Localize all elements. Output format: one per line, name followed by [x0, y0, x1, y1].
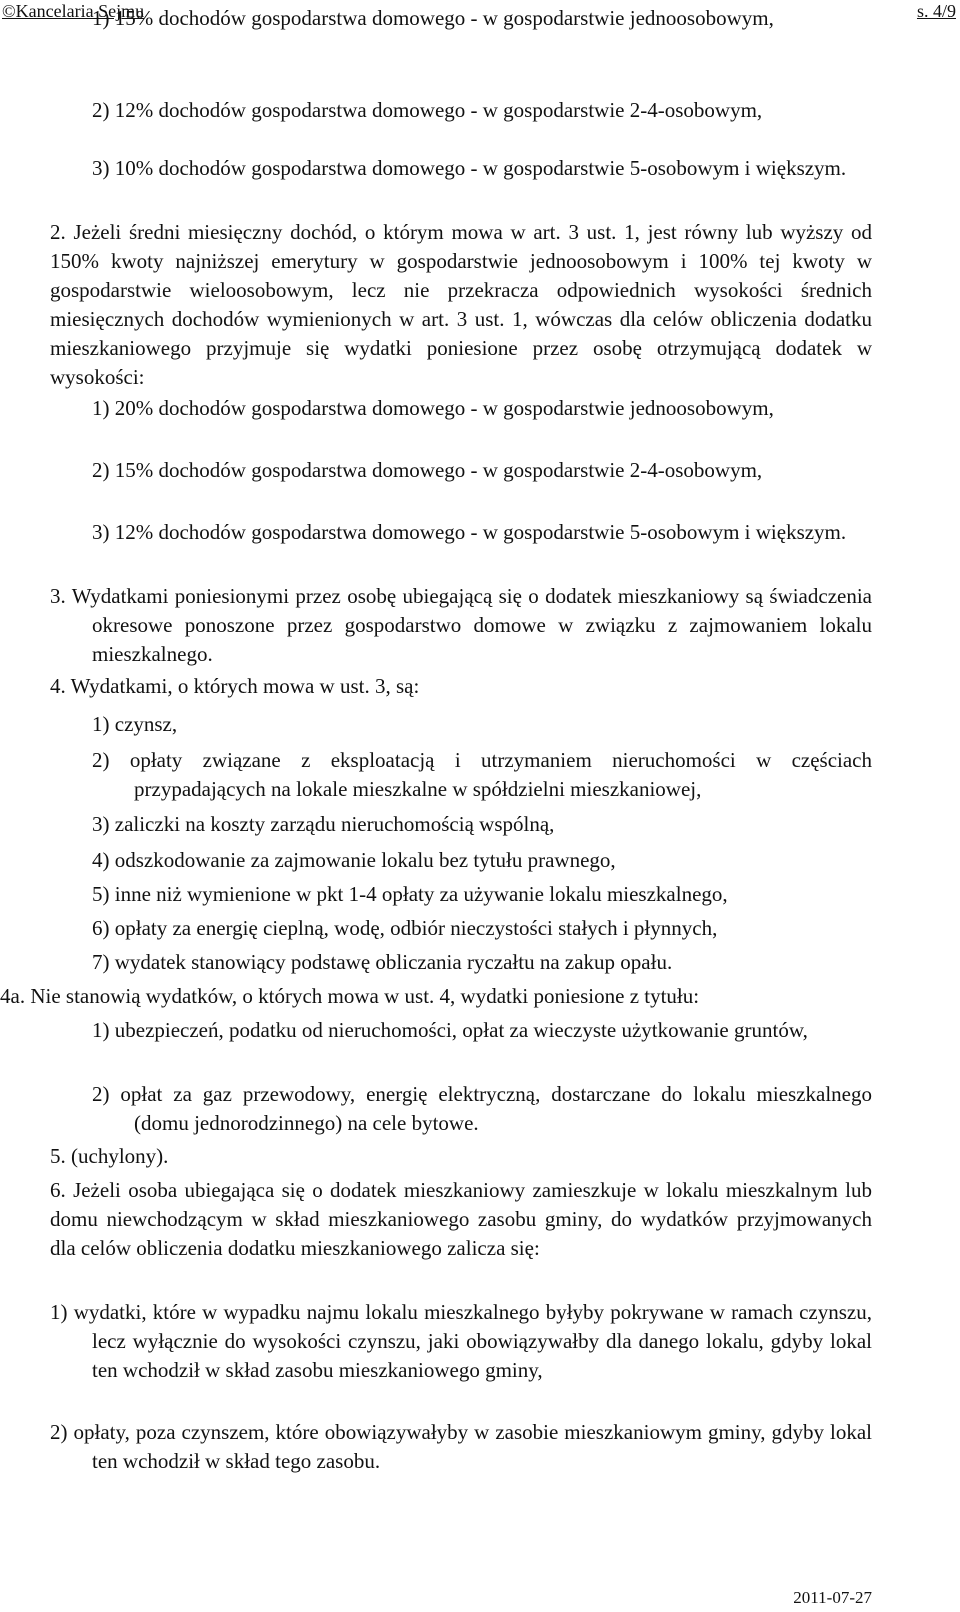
list-item: 1) 15% dochodów gospodarstwa domowego - w gospodarstwie jednoosobowym, [92, 6, 774, 30]
list-item: 2) opłaty, poza czynszem, które obowiązywałyby w zasobie mieszkaniowym gminy, gdyby lokal ten wchodził w skład tego zasobu. [50, 1420, 872, 1473]
list-item: 2) 15% dochodów gospodarstwa domowego - w gospodarstwie 2-4-osobowym, [92, 458, 763, 482]
list-item: 1) czynsz, [92, 712, 178, 736]
list-item: 5) inne niż wymienione w pkt 1-4 opłaty za używanie lokalu mieszkalnego, [92, 882, 728, 906]
footer-date: 2011-07-27 [793, 1588, 872, 1607]
list-item: 2) opłat za gaz przewodowy, energię elektryczną, dostarczane do lokalu mieszkalnego (domu jednorodzinnego) na cele bytowe. [92, 1082, 872, 1135]
list-item: 3) 12% dochodów gospodarstwa domowego - w gospodarstwie 5-osobowym i większym. [92, 520, 847, 544]
paragraph-5: 5. (uchylony). [50, 1144, 169, 1168]
header-page-number: s. 4/9 [916, 1, 956, 21]
list-item: 2) 12% dochodów gospodarstwa domowego - w gospodarstwie 2-4-osobowym, [92, 98, 763, 122]
paragraph-2: 2. Jeżeli średni miesięczny dochód, o którym mowa w art. 3 ust. 1, jest równy lub wyższy od 150% kwoty najniższej emerytury w gospodarstwie jednoosobowym i 100% tej kwoty w gospodarstwie wieloosobowym, lecz nie przekracza odpowiednich wysokości średnich miesięcznych dochodów wymienionych w art. 3 ust. 1, wówczas dla celów obliczenia dodatku mieszkaniowego przyjmuje się wydatki poniesione przez osobę otrzymującą dodatek w wysokości: [50, 220, 872, 389]
paragraph-4a: 4a. Nie stanowią wydatków, o których mowa w ust. 4, wydatki poniesione z tytułu: [0, 984, 700, 1008]
list-item: 3) zaliczki na koszty zarządu nieruchomością wspólną, [92, 812, 555, 836]
list-item: 1) 20% dochodów gospodarstwa domowego - w gospodarstwie jednoosobowym, [92, 396, 774, 420]
list-item: 7) wydatek stanowiący podstawę obliczania ryczałtu na zakup opału. [92, 950, 673, 974]
list-item: 3) 10% dochodów gospodarstwa domowego - w gospodarstwie 5-osobowym i większym. [92, 156, 847, 180]
paragraph-4: 4. Wydatkami, o których mowa w ust. 3, są: [50, 674, 420, 698]
paragraph-3: 3. Wydatkami poniesionymi przez osobę ubiegającą się o dodatek mieszkaniowy są świadczenia okresowe ponoszone przez gospodarstwo domowe w związku z zajmowaniem lokalu mieszkalnego. [50, 584, 872, 666]
paragraph-6: 6. Jeżeli osoba ubiegająca się o dodatek mieszkaniowy zamieszkuje w lokalu mieszkalnym lub domu niewchodzącym w skład mieszkaniowego zasobu gminy, do wydatków przyjmowanych dla celów obliczenia dodatku mieszkaniowego zalicza się: [50, 1178, 872, 1260]
header-copyright: ©Kancelaria Sejmu [2, 1, 145, 21]
list-item: 4) odszkodowanie za zajmowanie lokalu bez tytułu prawnego, [92, 848, 616, 872]
list-item: 2) opłaty związane z eksploatacją i utrzymaniem nieruchomości w częściach przypadających na lokale mieszkalne w spółdzielni mieszkaniowej, [92, 748, 872, 801]
list-item: 1) ubezpieczeń, podatku od nieruchomości, opłat za wieczyste użytkowanie gruntów, [92, 1018, 808, 1042]
list-item: 6) opłaty za energię cieplną, wodę, odbiór nieczystości stałych i płynnych, [92, 916, 718, 940]
list-item: 1) wydatki, które w wypadku najmu lokalu mieszkalnego byłyby pokrywane w ramach czynszu, lecz wyłącznie do wysokości czynszu, jaki obowiązywałby dla danego lokalu, gdyby lokal ten wchodził w skład zasobu mieszkaniowego gminy, [50, 1300, 872, 1382]
